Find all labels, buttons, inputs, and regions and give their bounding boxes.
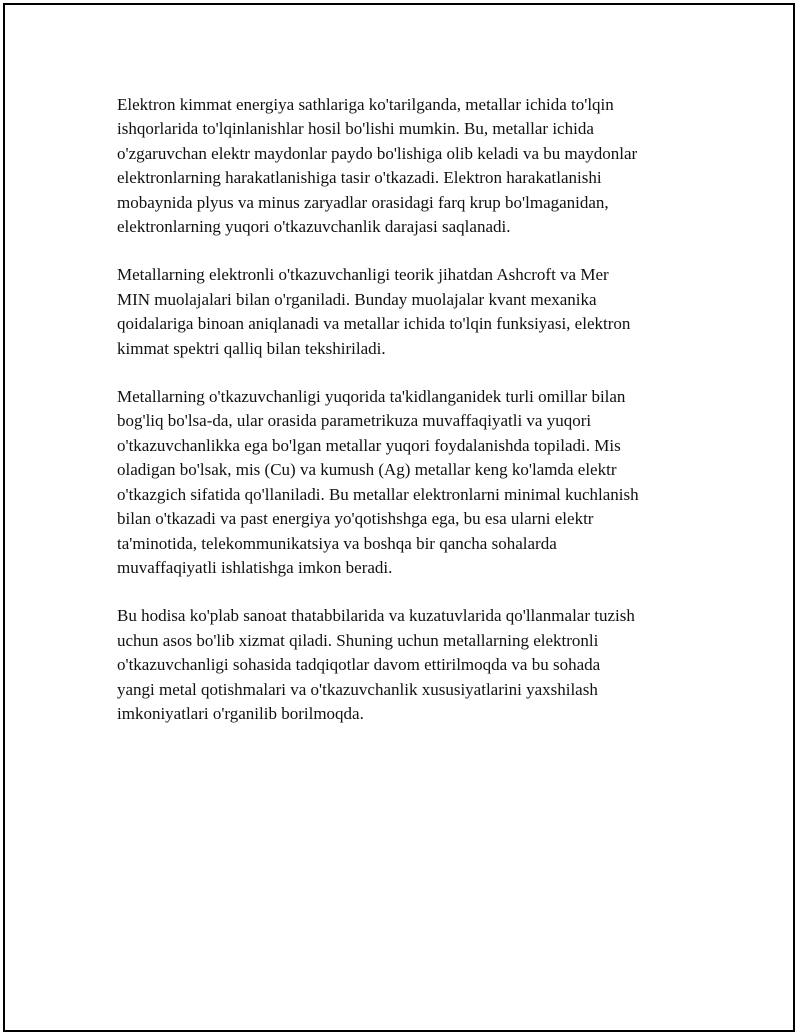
paragraph-1: Elektron kimmat energiya sathlariga ko'tarilganda, metallar ichida to'lqin ishqorlarida to'lqinlanishlar hosil bo'lishi mumkin. Bu, metallar ichida o'zgaruvchan elektr maydonlar paydo bo'lishiga olib keladi va bu maydonlar elektronlarning harakatlanishiga tasir o'tkazadi. Elektron harakatlanishi mobaynida plyus va minus zaryadlar orasidagi farq krup bo'lmaganidan, elektronlarning yuqori o'tkazuvchanlik darajasi saqlanadi. xyxy=(117,95,638,237)
paragraph-3: Metallarning o'tkazuvchanligi yuqorida ta'kidlanganidek turli omillar bilan bog'liq bo'lsa-da, ular orasida parametrikuza muvaffaqiyatli va yuqori o'tkazuvchanlikka ega bo'lgan metallar yuqori foydalanishda topiladi. Mis oladigan bo'lsak, mis (Cu) va kumush (Ag) metallar keng ko'lamda elektr o'tkazgich sifatida qo'llaniladi. Bu metallar elektronlarni minimal kuchlanish bilan o'tkazadi va past energiya yo'qotishshga ega, bu esa ularni elektr ta'minotida, telekommunikatsiya va boshqa bir qancha sohalarda muvaffaqiyatli ishlatishga imkon beradi. xyxy=(117,387,639,577)
paragraph-4: Bu hodisa ko'plab sanoat thatabbilarida va kuzatuvlarida qo'llanmalar tuzish uchun asos bo'lib xizmat qiladi. Shuning uchun metallarning elektronli o'tkazuvchanligi sohasida tadqiqotlar davom ettirilmoqda va bu sohada yangi metal qotishmalari va o'tkazuvchanlik xususiyatlarini yaxshilash imkoniyatlari o'rganilib borilmoqda. xyxy=(117,606,635,723)
document-body xyxy=(117,93,697,750)
paragraph-2: Metallarning elektronli o'tkazuvchanligi teorik jihatdan Ashcroft va Mer MIN muolajalari bilan o'rganiladi. Bunday muolajalar kvant mexanika qoidalariga binoan aniqlanadi va metallar ichida to'lqin funksiyasi, elektron kimmat spektri qalliq bilan tekshiriladi. xyxy=(117,265,631,358)
